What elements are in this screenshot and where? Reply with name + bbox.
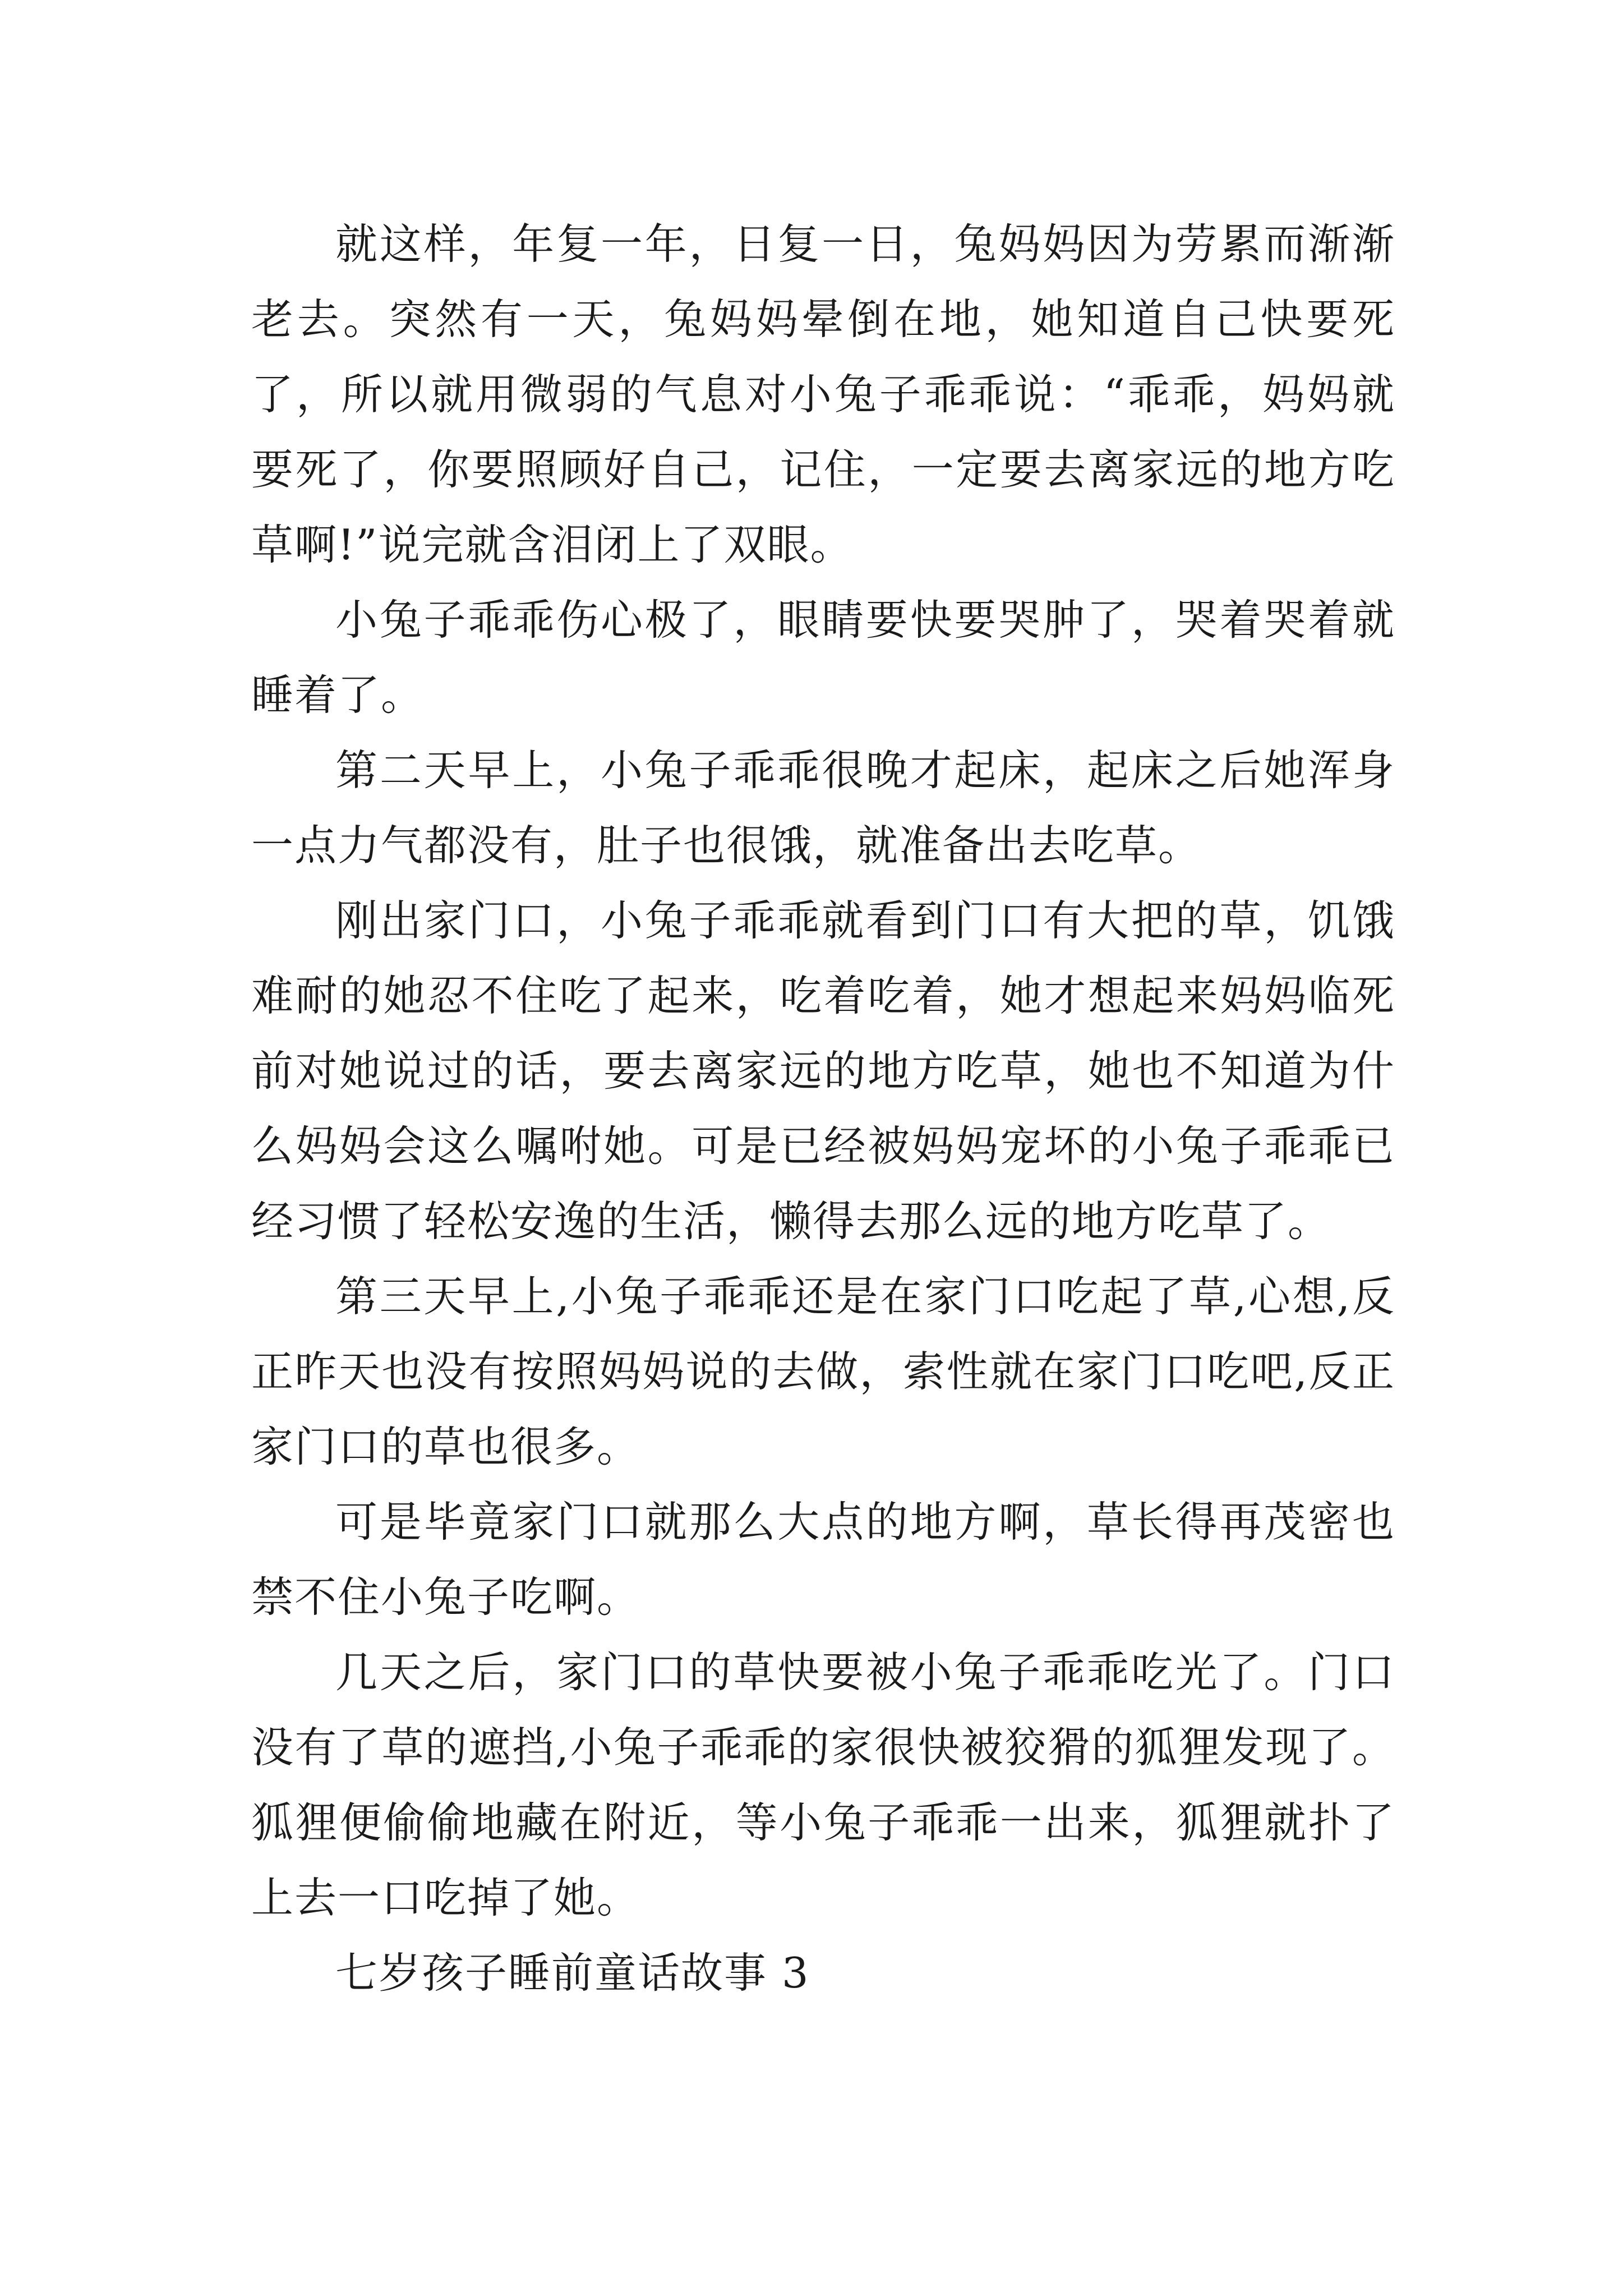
paragraph: 小兔子乖乖伤心极了，眼睛要快要哭肿了，哭着哭着就睡着了。 xyxy=(251,595,1395,720)
paragraph: 可是毕竟家门口就那么大点的地方啊，草长得再茂密也禁不住小兔子吃啊。 xyxy=(251,1497,1395,1622)
paragraph: 就这样，年复一年，日复一日，兔妈妈因为劳累而渐渐老去。突然有一天，兔妈妈晕倒在地，她知道自己快要死了，所以就用微弱的气息对小兔子乖乖说：“乖乖，妈妈就要死了，你要照顾好自己，记住，一定要去离家远的地方吃草啊!”说完就含泪闭上了双眼。 xyxy=(251,219,1395,569)
paragraph: 第二天早上，小兔子乖乖很晚才起床，起床之后她浑身一点力气都没有，肚子也很饿，就准备出去吃草。 xyxy=(251,746,1395,870)
paragraph: 刚出家门口，小兔子乖乖就看到门口有大把的草，饥饿难耐的她忍不住吃了起来，吃着吃着，她才想起来妈妈临死前对她说过的话，要去离家远的地方吃草，她也不知道为什么妈妈会这么嘱咐她。可是已经被妈妈宠坏的小兔子乖乖已经习惯了轻松安逸的生活，懒得去那么远的地方吃草了。 xyxy=(251,896,1395,1246)
document-body xyxy=(251,206,1395,2010)
paragraph: 第三天早上,小兔子乖乖还是在家门口吃起了草,心想,反正昨天也没有按照妈妈说的去做，索性就在家门口吃吧,反正家门口的草也很多。 xyxy=(251,1272,1395,1471)
paragraph: 几天之后，家门口的草快要被小兔子乖乖吃光了。门口没有了草的遮挡,小兔子乖乖的家很快被狡猾的狐狸发现了。狐狸便偷偷地藏在附近，等小兔子乖乖一出来，狐狸就扑了上去一口吃掉了她。 xyxy=(251,1648,1395,1922)
section-heading: 七岁孩子睡前童话故事 3 xyxy=(335,1948,810,1998)
